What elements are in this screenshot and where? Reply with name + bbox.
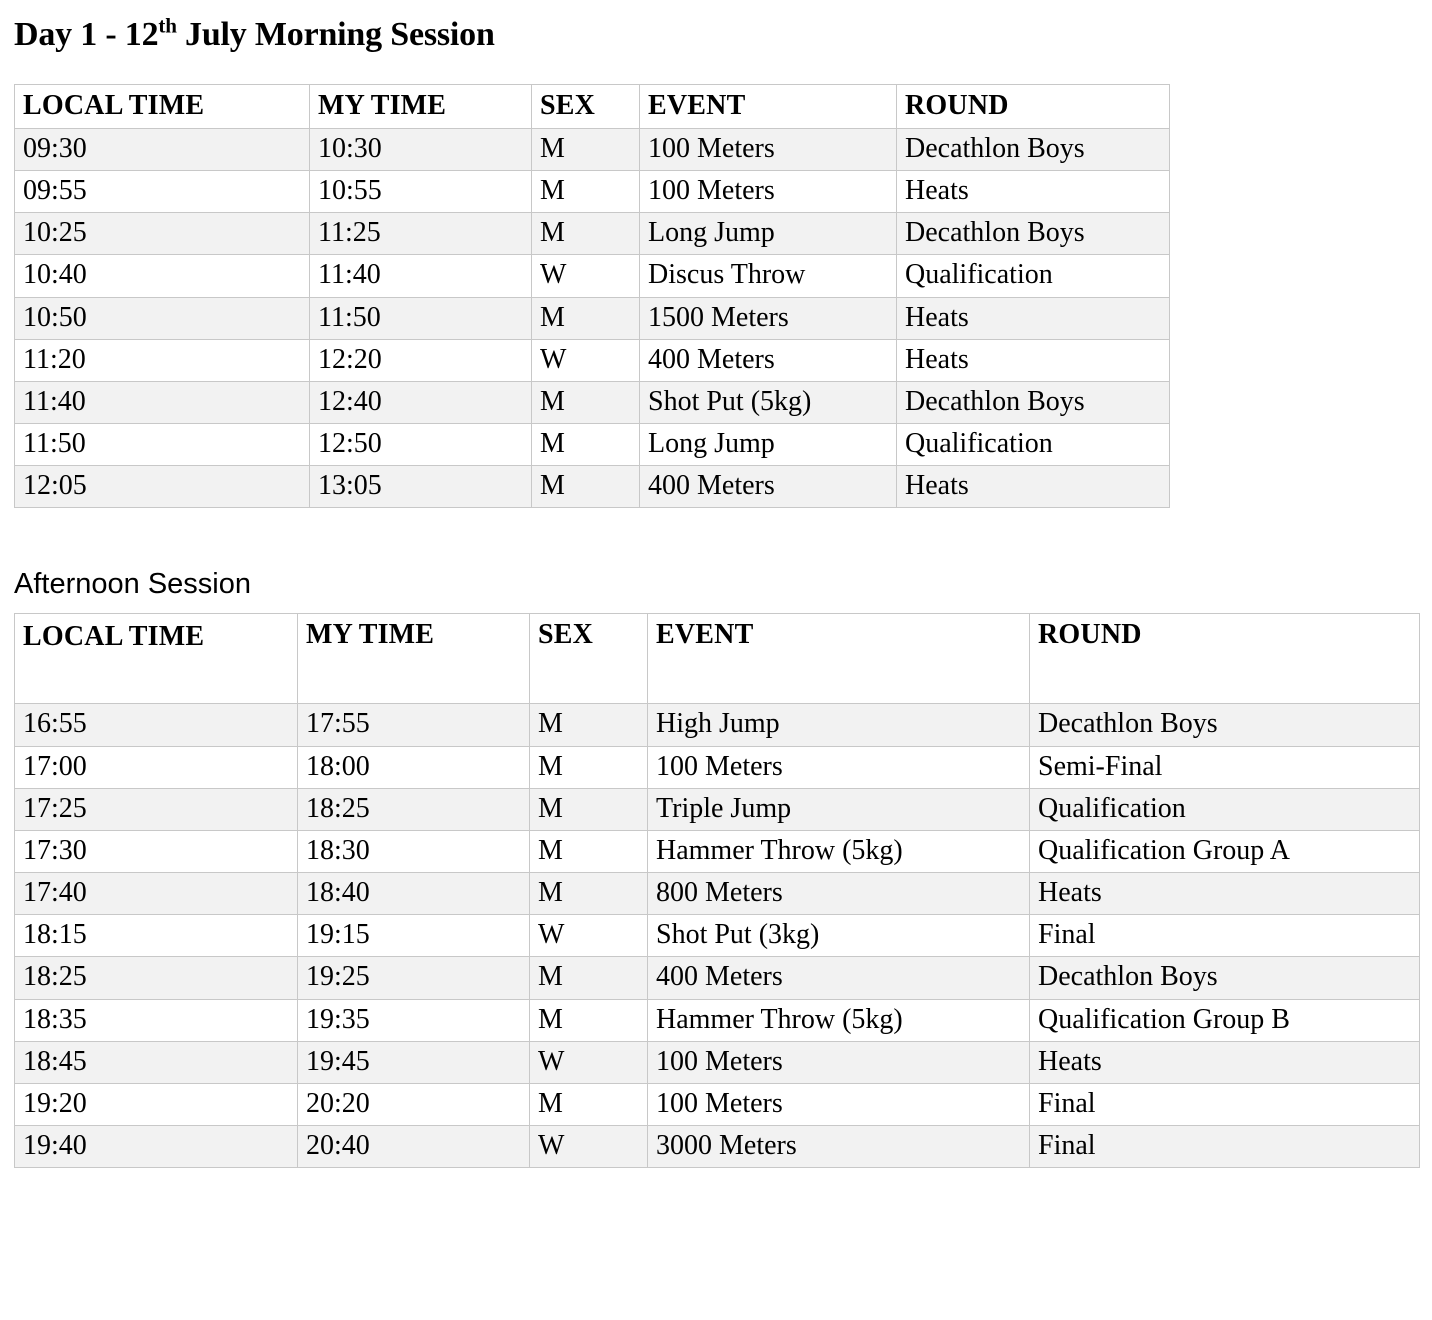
cell-sex: M: [532, 297, 640, 339]
table-row: [15, 297, 1170, 339]
cell-sex: W: [530, 1041, 648, 1083]
cell-local-time: 11:50: [15, 424, 310, 466]
cell-round: Decathlon Boys: [897, 213, 1170, 255]
cell-sex: W: [530, 915, 648, 957]
cell-my-time: 12:50: [310, 424, 532, 466]
column-header-my-time: MY TIME: [310, 85, 532, 129]
cell-round: Heats: [897, 339, 1170, 381]
table-row: [15, 1083, 1420, 1125]
table-row: [15, 1041, 1420, 1083]
cell-sex: M: [532, 381, 640, 423]
cell-my-time: 12:20: [310, 339, 532, 381]
cell-round: Final: [1030, 1125, 1420, 1167]
cell-sex: M: [532, 129, 640, 171]
page-title-suffix: July Morning Session: [176, 16, 495, 53]
cell-my-time: 18:25: [298, 788, 530, 830]
cell-event: 800 Meters: [648, 873, 1030, 915]
cell-round: Heats: [897, 297, 1170, 339]
afternoon-session-heading: Afternoon Session: [14, 568, 251, 601]
table-header-row: [15, 614, 1420, 704]
cell-event: Hammer Throw (5kg): [648, 830, 1030, 872]
column-header-local-time: LOCAL TIME: [15, 85, 310, 129]
cell-local-time: 11:20: [15, 339, 310, 381]
page-title: [14, 13, 1418, 54]
cell-event: Long Jump: [640, 424, 897, 466]
cell-event: Discus Throw: [640, 255, 897, 297]
cell-round: Heats: [897, 466, 1170, 508]
table-row: [15, 424, 1170, 466]
cell-round: Decathlon Boys: [1030, 957, 1420, 999]
cell-my-time: 19:15: [298, 915, 530, 957]
cell-round: Heats: [897, 171, 1170, 213]
cell-round: Qualification: [897, 424, 1170, 466]
table-row: [15, 873, 1420, 915]
cell-sex: M: [532, 466, 640, 508]
cell-local-time: 18:15: [15, 915, 298, 957]
morning-session-table: [14, 84, 1170, 508]
cell-sex: M: [532, 424, 640, 466]
table-row: [15, 704, 1420, 746]
page-title-ordinal-suffix: th: [158, 13, 177, 38]
page-title-prefix: Day 1 - 12: [14, 16, 159, 53]
cell-round: Qualification Group B: [1030, 999, 1420, 1041]
column-header-event: EVENT: [640, 85, 897, 129]
cell-local-time: 10:50: [15, 297, 310, 339]
cell-sex: M: [530, 957, 648, 999]
cell-round: Final: [1030, 1083, 1420, 1125]
cell-round: Qualification: [897, 255, 1170, 297]
column-header-sex: SEX: [530, 614, 648, 704]
cell-my-time: 10:55: [310, 171, 532, 213]
cell-round: Heats: [1030, 873, 1420, 915]
cell-local-time: 18:25: [15, 957, 298, 999]
cell-local-time: 19:20: [15, 1083, 298, 1125]
cell-sex: W: [532, 255, 640, 297]
table-row: [15, 466, 1170, 508]
cell-round: Semi-Final: [1030, 746, 1420, 788]
column-header-round: ROUND: [897, 85, 1170, 129]
cell-my-time: 20:40: [298, 1125, 530, 1167]
cell-round: Decathlon Boys: [897, 381, 1170, 423]
morning-session-body: [15, 129, 1170, 508]
cell-my-time: 19:35: [298, 999, 530, 1041]
cell-my-time: 19:45: [298, 1041, 530, 1083]
cell-sex: M: [530, 830, 648, 872]
cell-my-time: 11:40: [310, 255, 532, 297]
cell-local-time: 12:05: [15, 466, 310, 508]
cell-sex: M: [532, 213, 640, 255]
cell-round: Final: [1030, 915, 1420, 957]
table-row: [15, 339, 1170, 381]
cell-round: Heats: [1030, 1041, 1420, 1083]
cell-sex: M: [530, 873, 648, 915]
cell-sex: M: [530, 704, 648, 746]
column-header-sex: SEX: [532, 85, 640, 129]
cell-local-time: 18:45: [15, 1041, 298, 1083]
cell-local-time: 17:30: [15, 830, 298, 872]
cell-round: Qualification Group A: [1030, 830, 1420, 872]
column-header-event: EVENT: [648, 614, 1030, 704]
cell-my-time: 20:20: [298, 1083, 530, 1125]
cell-my-time: 12:40: [310, 381, 532, 423]
cell-my-time: 19:25: [298, 957, 530, 999]
cell-event: 100 Meters: [640, 171, 897, 213]
cell-event: 1500 Meters: [640, 297, 897, 339]
cell-local-time: 17:40: [15, 873, 298, 915]
cell-sex: M: [530, 1083, 648, 1125]
cell-sex: M: [530, 999, 648, 1041]
cell-my-time: 11:50: [310, 297, 532, 339]
cell-my-time: 10:30: [310, 129, 532, 171]
table-row: [15, 788, 1420, 830]
column-header-local-time: LOCAL TIME: [15, 614, 298, 704]
cell-my-time: 13:05: [310, 466, 532, 508]
cell-local-time: 17:25: [15, 788, 298, 830]
cell-event: 100 Meters: [648, 1041, 1030, 1083]
cell-event: Long Jump: [640, 213, 897, 255]
cell-my-time: 18:40: [298, 873, 530, 915]
cell-event: 400 Meters: [640, 466, 897, 508]
table-row: [15, 957, 1420, 999]
table-row: [15, 1125, 1420, 1167]
cell-event: High Jump: [648, 704, 1030, 746]
column-header-my-time: MY TIME: [298, 614, 530, 704]
cell-local-time: 16:55: [15, 704, 298, 746]
cell-local-time: 18:35: [15, 999, 298, 1041]
column-header-round: ROUND: [1030, 614, 1420, 704]
section-spacer: [14, 508, 1418, 568]
table-row: [15, 746, 1420, 788]
cell-event: Hammer Throw (5kg): [648, 999, 1030, 1041]
cell-event: 400 Meters: [640, 339, 897, 381]
table-row: [15, 999, 1420, 1041]
cell-sex: W: [530, 1125, 648, 1167]
cell-event: Triple Jump: [648, 788, 1030, 830]
cell-local-time: 10:40: [15, 255, 310, 297]
table-row: [15, 171, 1170, 213]
cell-event: 3000 Meters: [648, 1125, 1030, 1167]
table-row: [15, 129, 1170, 171]
afternoon-session-body: [15, 704, 1420, 1168]
cell-local-time: 11:40: [15, 381, 310, 423]
cell-my-time: 18:30: [298, 830, 530, 872]
afternoon-session-table: [14, 613, 1420, 1168]
cell-event: 400 Meters: [648, 957, 1030, 999]
cell-round: Qualification: [1030, 788, 1420, 830]
cell-round: Decathlon Boys: [897, 129, 1170, 171]
cell-event: Shot Put (3kg): [648, 915, 1030, 957]
table-row: [15, 915, 1420, 957]
cell-sex: M: [530, 746, 648, 788]
cell-event: 100 Meters: [648, 746, 1030, 788]
cell-local-time: 10:25: [15, 213, 310, 255]
cell-my-time: 11:25: [310, 213, 532, 255]
cell-sex: M: [532, 171, 640, 213]
cell-my-time: 18:00: [298, 746, 530, 788]
cell-local-time: 09:55: [15, 171, 310, 213]
table-row: [15, 381, 1170, 423]
cell-sex: W: [532, 339, 640, 381]
cell-local-time: 09:30: [15, 129, 310, 171]
cell-my-time: 17:55: [298, 704, 530, 746]
table-row: [15, 830, 1420, 872]
cell-event: Shot Put (5kg): [640, 381, 897, 423]
table-header-row: [15, 85, 1170, 129]
cell-event: 100 Meters: [648, 1083, 1030, 1125]
table-row: [15, 255, 1170, 297]
cell-event: 100 Meters: [640, 129, 897, 171]
table-row: [15, 213, 1170, 255]
cell-local-time: 17:00: [15, 746, 298, 788]
cell-sex: M: [530, 788, 648, 830]
cell-round: Decathlon Boys: [1030, 704, 1420, 746]
cell-local-time: 19:40: [15, 1125, 298, 1167]
